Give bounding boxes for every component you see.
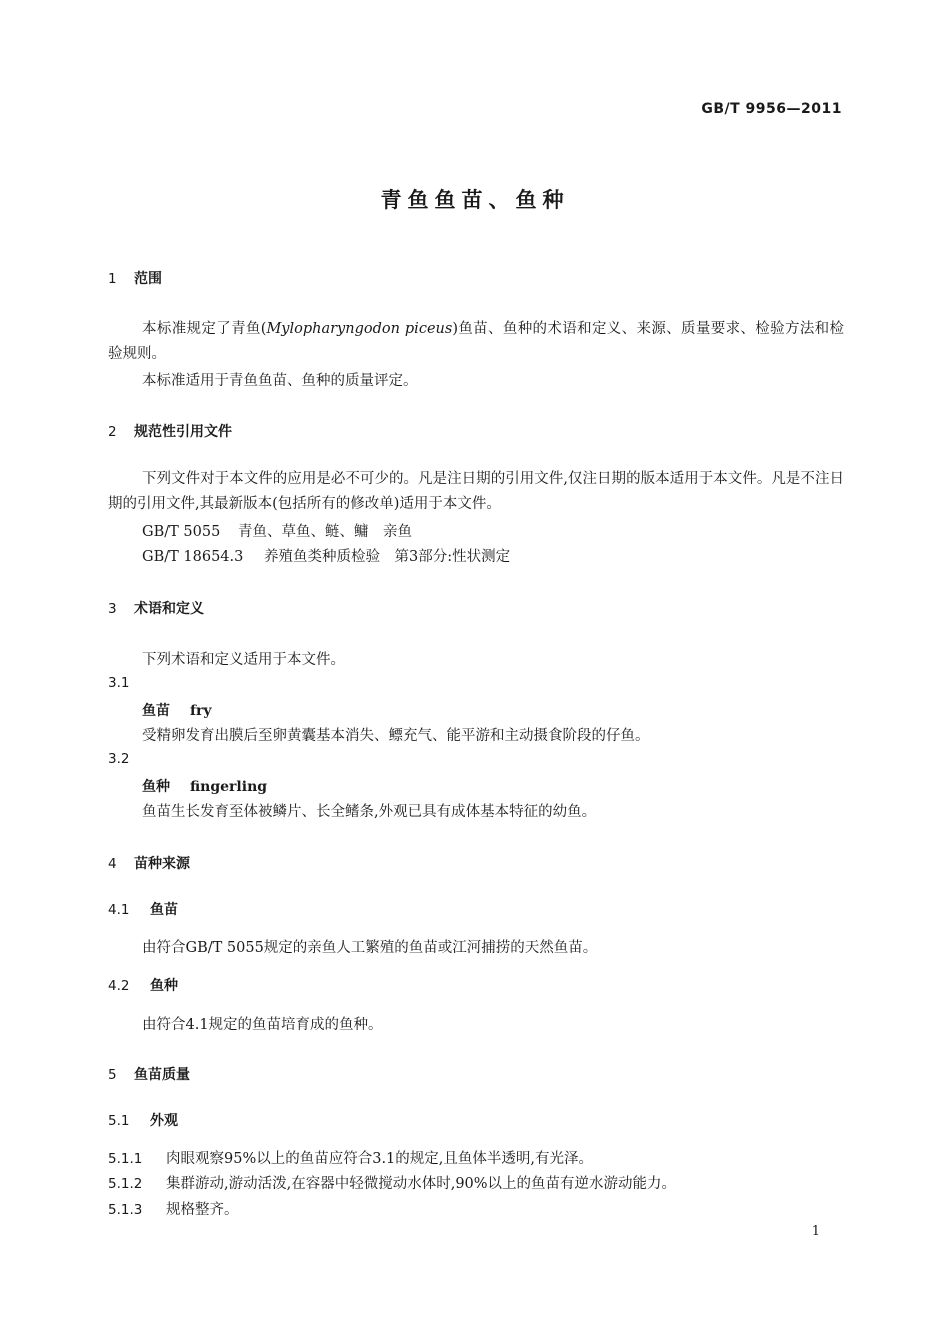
term-number: 3.1 [108, 675, 130, 691]
section-number: 1 [108, 271, 117, 287]
clause-number: 5.1.2 [108, 1176, 143, 1192]
term-english: fingerling [190, 779, 268, 795]
page-number: 1 [811, 1224, 820, 1239]
subsection-title: 鱼种 [150, 978, 178, 994]
term-definition: 受精卵发育出膜后至卵黄囊基本消失、鳔充气、能平游和主动摄食阶段的仔鱼。 [142, 728, 650, 744]
section-1-heading [108, 268, 162, 288]
term-english: fry [190, 703, 212, 719]
clause-item [108, 1147, 593, 1168]
section-2-paragraph: 下列文件对于本文件的应用是必不可少的。凡是注日期的引用文件,仅注日期的版本适用于本文件。凡是不注日期的引用文件,其最新版本(包括所有的修改单)适用于本文件。 [108, 471, 844, 512]
reference-item [142, 520, 412, 541]
reference-item [142, 545, 510, 566]
term-chinese: 鱼苗 [142, 703, 170, 719]
reference-title: 养殖鱼类种质检验 第3部分:性状测定 [264, 549, 511, 565]
subsection-4-1-text: 由符合GB/T 5055规定的亲鱼人工繁殖的鱼苗或江河捕捞的天然鱼苗。 [142, 940, 598, 956]
section-title: 规范性引用文件 [134, 424, 232, 440]
clause-item [108, 1198, 239, 1219]
clause-text: 规格整齐。 [166, 1202, 239, 1218]
subsection-4-2-heading [108, 975, 178, 995]
term-definition: 鱼苗生长发育至体被鳞片、长全鳍条,外观已具有成体基本特征的幼鱼。 [142, 804, 597, 820]
term-heading [142, 700, 212, 720]
section-2-heading [108, 421, 232, 441]
subsection-5-1-heading [108, 1110, 178, 1130]
section-1-paragraph-1: 本标准规定了青鱼(Mylopharyngodon piceus)鱼苗、鱼种的术语和定义、来源、质量要求、检验方法和检验规则。 [108, 321, 845, 362]
subsection-title: 鱼苗 [150, 902, 178, 918]
clause-number: 5.1.3 [108, 1202, 143, 1218]
section-1-paragraph-2: 本标准适用于青鱼鱼苗、鱼种的质量评定。 [142, 373, 418, 389]
subsection-title: 外观 [150, 1113, 178, 1129]
section-number: 2 [108, 424, 117, 440]
reference-code: GB/T 18654.3 [142, 549, 244, 565]
clause-text: 集群游动,游动活泼,在容器中轻微搅动水体时,90%以上的鱼苗有逆水游动能力。 [166, 1176, 677, 1192]
clause-item [108, 1172, 676, 1193]
section-number: 3 [108, 601, 117, 617]
reference-title: 青鱼、草鱼、鲢、鳙 亲鱼 [238, 524, 412, 540]
reference-code: GB/T 5055 [142, 524, 221, 540]
section-title: 术语和定义 [134, 601, 204, 617]
latin-species-name: Mylopharyngodon piceus [266, 321, 453, 337]
section-4-heading [108, 853, 190, 873]
subsection-4-1-heading [108, 899, 178, 919]
section-3-intro: 下列术语和定义适用于本文件。 [142, 652, 345, 668]
section-title: 苗种来源 [134, 856, 190, 872]
clause-text: 肉眼观察95%以上的鱼苗应符合3.1的规定,且鱼体半透明,有光泽。 [166, 1151, 594, 1167]
standard-code: GB/T 9956—2011 [701, 101, 842, 117]
subsection-number: 4.1 [108, 902, 130, 918]
term-heading [142, 776, 267, 796]
subsection-number: 4.2 [108, 978, 130, 994]
clause-number: 5.1.1 [108, 1151, 143, 1167]
section-number: 4 [108, 856, 117, 872]
section-title: 鱼苗质量 [134, 1067, 190, 1083]
term-chinese: 鱼种 [142, 779, 170, 795]
section-5-heading [108, 1064, 190, 1084]
section-title: 范围 [134, 271, 162, 287]
section-3-heading [108, 598, 204, 618]
document-title: 青鱼鱼苗、鱼种 [380, 188, 570, 212]
subsection-number: 5.1 [108, 1113, 130, 1129]
section-number: 5 [108, 1067, 117, 1083]
subsection-4-2-text: 由符合4.1规定的鱼苗培育成的鱼种。 [142, 1017, 383, 1033]
term-number: 3.2 [108, 751, 130, 767]
